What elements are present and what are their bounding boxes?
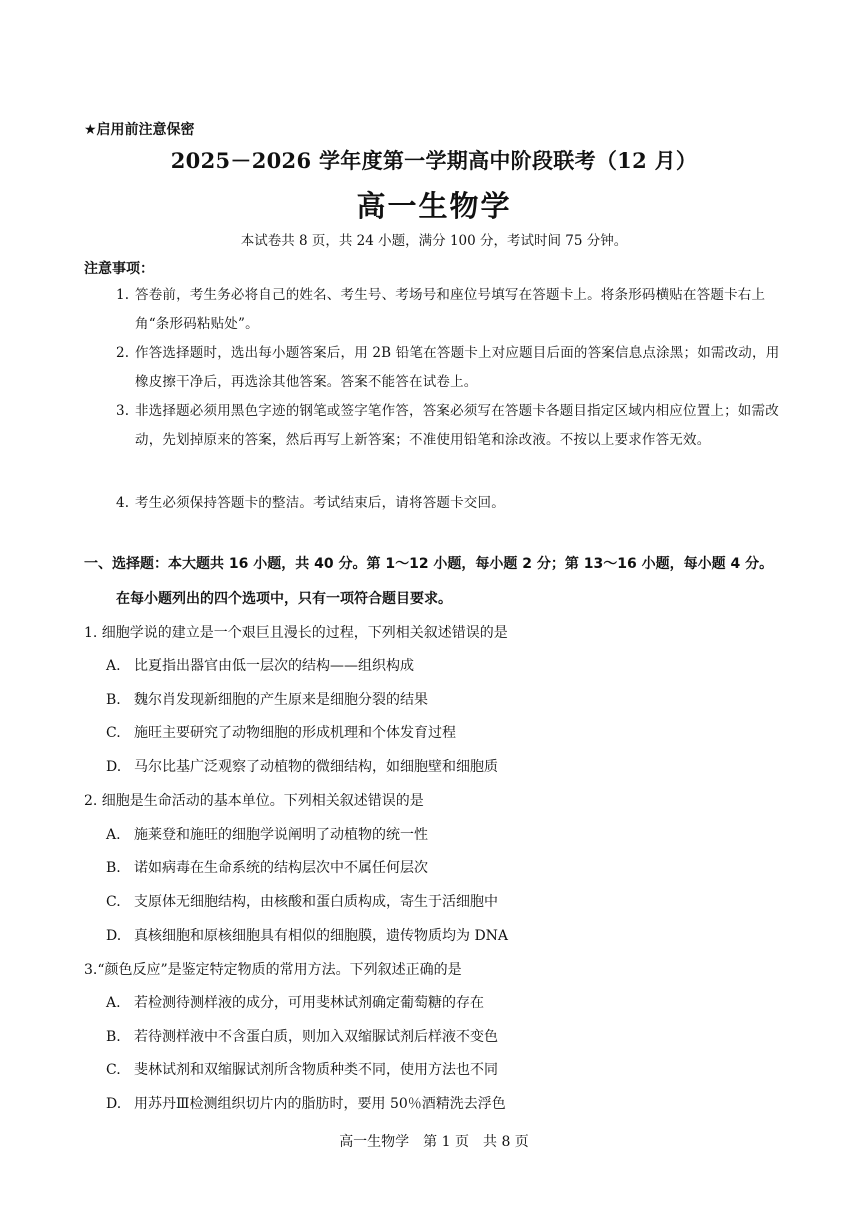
option-label: D.	[106, 1096, 122, 1112]
notice-number: 4.	[116, 495, 130, 511]
question-stem-3: 3.“颜色反应”是鉴定特定物质的常用方法。下列叙述正确的是	[84, 962, 462, 978]
notice-item	[116, 339, 788, 397]
option-text: 马尔比基广泛观察了动植物的微细结构，如细胞壁和细胞质	[134, 759, 498, 775]
option-text: 真核细胞和原核细胞具有相似的细胞膜，遗传物质均为 DNA	[134, 928, 509, 944]
question-3-option-b	[106, 1026, 498, 1046]
section-instruction: 在每小题列出的四个选项中，只有一项符合题目要求。	[116, 591, 452, 607]
notice-text: 答卷前，考生务必将自己的姓名、考生号、考场号和座位号填写在答题卡上。将条形码横贴在答题卡右上角“条形码粘贴处”。	[135, 287, 766, 332]
question-3-option-c	[106, 1059, 498, 1079]
option-text: 比夏指出器官由低一层次的结构——组织构成	[134, 658, 414, 674]
option-label: D.	[106, 928, 122, 944]
option-label: A.	[106, 995, 121, 1011]
option-label: B.	[106, 860, 121, 876]
notice-number: 3.	[116, 403, 130, 419]
option-text: 若检测待测样液的成分，可用斐林试剂确定葡萄糖的存在	[134, 995, 484, 1011]
page-footer: 高一生物学 第 1 页 共 8 页	[339, 1134, 529, 1150]
notice-text: 考生必须保持答题卡的整洁。考试结束后，请将答题卡交回。	[135, 495, 505, 511]
question-2-option-d	[106, 925, 508, 945]
exam-title: 2025－2026 学年度第一学期高中阶段联考（12 月）	[170, 148, 698, 173]
notice-item	[116, 281, 788, 339]
option-text: 诺如病毒在生命系统的结构层次中不属任何层次	[134, 860, 428, 876]
option-label: A.	[106, 658, 121, 674]
option-text: 魏尔肖发现新细胞的产生原来是细胞分裂的结果	[134, 692, 428, 708]
notice-text: 作答选择题时，选出每小题答案后，用 2B 铅笔在答题卡上对应题目后面的答案信息点涂黑；如需改动，用橡皮擦干净后，再选涂其他答案。答案不能答在试卷上。	[135, 345, 780, 390]
notice-item	[116, 397, 788, 455]
question-stem-2: 2. 细胞是生命活动的基本单位。下列相关叙述错误的是	[84, 793, 424, 809]
option-text: 支原体无细胞结构，由核酸和蛋白质构成，寄生于活细胞中	[134, 894, 498, 910]
section-heading: 一、选择题：本大题共 16 小题，共 40 分。第 1～12 小题，每小题 2 分；第 13～16 小题，每小题 4 分。	[84, 556, 774, 572]
option-label: C.	[106, 725, 121, 741]
option-label: A.	[106, 827, 121, 843]
question-3-option-d	[106, 1093, 506, 1113]
question-1-option-b	[106, 689, 428, 709]
option-label: C.	[106, 894, 121, 910]
option-text: 施旺主要研究了动物细胞的形成机理和个体发育过程	[134, 725, 456, 741]
question-2-option-a	[106, 824, 428, 844]
notice-number: 2.	[116, 345, 130, 361]
option-label: D.	[106, 759, 122, 775]
question-1-option-c	[106, 722, 456, 742]
notice-heading: 注意事项：	[84, 261, 154, 277]
notice-text: 非选择题必须用黑色字迹的钢笔或签字笔作答，答案必须写在答题卡各题目指定区域内相应位置上；如需改动，先划掉原来的答案，然后再写上新答案；不准使用铅笔和涂改液。不按以上要求作答无效。	[135, 403, 779, 448]
option-label: B.	[106, 1029, 121, 1045]
question-3-option-a	[106, 992, 484, 1012]
question-2-option-b	[106, 857, 428, 877]
question-1-option-a	[106, 655, 414, 675]
notice-item	[116, 489, 788, 518]
option-text: 斐林试剂和双缩脲试剂所含物质种类不同，使用方法也不同	[134, 1062, 498, 1078]
option-text: 施莱登和施旺的细胞学说阐明了动植物的统一性	[134, 827, 428, 843]
question-1-option-d	[106, 756, 498, 776]
confidential-notice: ★启用前注意保密	[84, 122, 195, 138]
option-text: 用苏丹Ⅲ检测组织切片内的脂肪时，要用 50％酒精洗去浮色	[134, 1096, 506, 1112]
option-label: C.	[106, 1062, 121, 1078]
subject-title: 高一生物学	[356, 189, 512, 223]
option-label: B.	[106, 692, 121, 708]
question-2-option-c	[106, 891, 498, 911]
exam-info: 本试卷共 8 页，共 24 小题，满分 100 分，考试时间 75 分钟。	[240, 233, 628, 249]
option-text: 若待测样液中不含蛋白质，则加入双缩脲试剂后样液不变色	[134, 1029, 498, 1045]
question-stem-1: 1. 细胞学说的建立是一个艰巨且漫长的过程，下列相关叙述错误的是	[84, 625, 508, 641]
notice-number: 1.	[116, 287, 130, 303]
